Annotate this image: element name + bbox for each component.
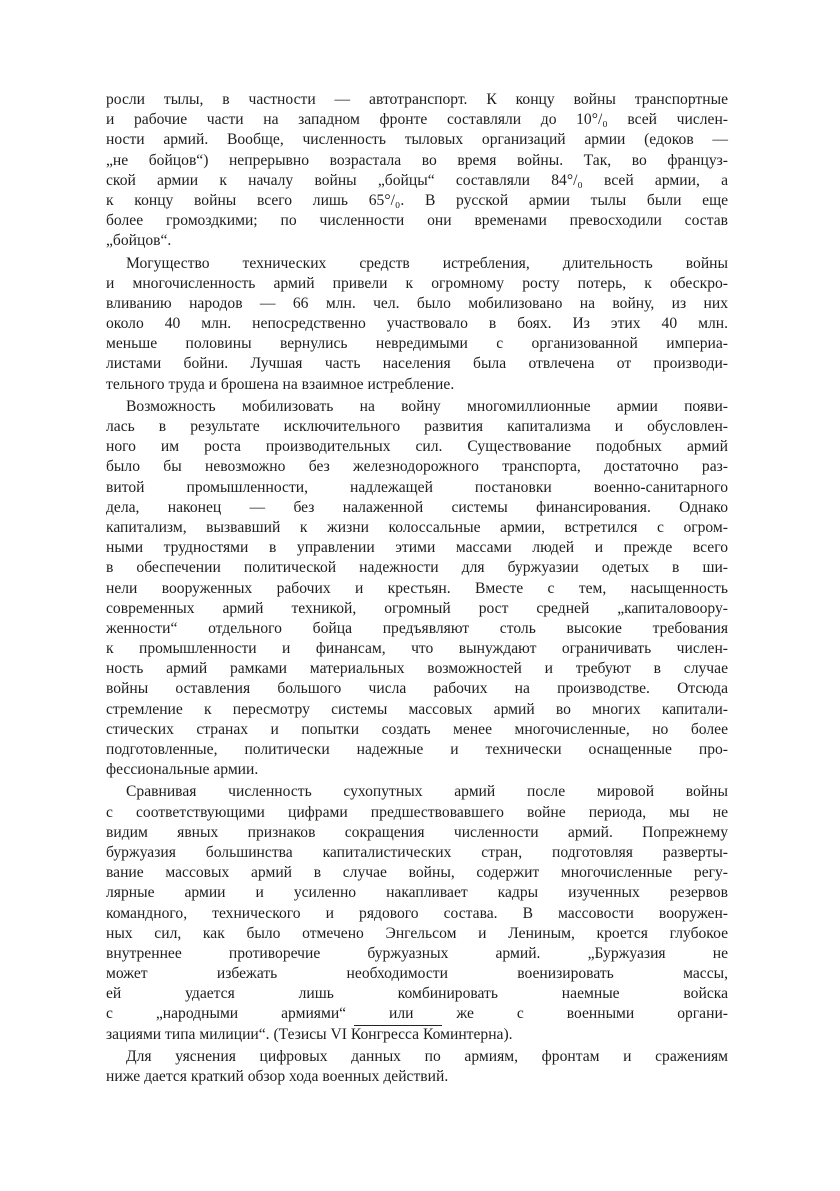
paragraph [106,782,728,1044]
text-line: ей удается лишь комбинировать наемные войска [106,985,728,1003]
text-line: женности“ отдельного бойца предъявляют столь высокие требования [106,619,728,637]
text-line: листами бойни. Лучшая часть населения была отвлечена от производи- [106,355,728,373]
text-line: к промышленности и финансам, что вынуждают ограничивать числен- [106,640,728,658]
text-line: тельного труда и брошена на взаимное истребление. [106,375,455,393]
paragraph [106,397,728,781]
text-line: к концу войны всего лишь 65°/₀. В русской армии тылы были еще [106,191,728,209]
text-line: с соответствующими цифрами предшествовавшего войне периода, мы не [106,803,728,821]
text-line: ской армии к началу войны „бойцы“ составляли 84°/₀ всей армии, а [106,171,728,189]
text-line: „бойцов“. [106,232,172,250]
text-line: меньше половины вернулись невредимыми с организованной империа- [106,335,728,353]
text-line: войны оставления большого числа рабочих на производстве. Отсюда [106,680,728,698]
text-line: витой промышленности, надлежащей постановки военно-санитарного [106,478,728,496]
paragraph [106,254,728,395]
text-line: может избежать необходимости военизировать массы, [106,965,728,983]
text-line: буржуазия большинства капиталистических стран, подготовляя разверты- [106,843,728,861]
text-line: фессиональные армии. [106,761,259,779]
section-divider [354,1025,442,1026]
text-line: с „народными армиями“ или же с военными органи- [106,1005,728,1023]
text-line: ного им роста производительных сил. Существование подобных армий [106,438,728,456]
text-line: вание массовых армий в случае войны, содержит многочисленные регу- [106,864,728,882]
text-line: ных сил, как было отмечено Энгельсом и Лениным, кроется глубокое [106,924,728,942]
text-line: ности армий. Вообще, численность тыловых организаций армии (едоков — [106,131,728,149]
text-line: вливанию народов — 66 млн. чел. было мобилизовано на войну, из них [106,294,728,312]
text-line: подготовленные, политически надежные и технически оснащенные про- [106,741,728,758]
text-line: стических странах и попытки создать менее многочисленные, но более [106,720,728,738]
text-line: ность армий рамками материальных возможностей и требуют в случае [106,660,728,678]
text-line: нели вооруженных рабочих и крестьян. Вместе с тем, насыщенность [106,579,728,597]
text-line: Сравнивая численность сухопутных армий после мировой войны [126,783,728,801]
text-line: капитализм, вызвавший к жизни колоссальные армии, встретился с огром- [106,518,728,536]
page-text [106,90,728,1089]
text-line: ными трудностями в управлении этими массами людей и прежде всего [106,539,728,557]
text-line: внутреннее противоречие буржуазных армий. „Буржуазия не [106,944,728,962]
text-line: около 40 млн. непосредственно участвовало в боях. Из этих 40 млн. [106,315,728,333]
paragraph [106,90,728,252]
text-line: ниже дается краткий обзор хода военных действий. [106,1068,449,1085]
text-line: Для уяснения цифровых данных по армиям, фронтам и сражениям [126,1047,728,1065]
text-line: дела, наконец — без налаженной системы финансирования. Однако [106,498,728,516]
text-line: в обеспечении политической надежности для буржуазии одетых в ши- [106,559,728,577]
text-line: лась в результате исключительного развития капитализма и обусловлен- [106,418,728,435]
text-line: Возможность мобилизовать на войну многомиллионные армии появи- [126,397,728,415]
text-line: более громоздкими; по численности они временами превосходили состав [106,212,728,230]
text-line: и многочисленность армий привели к огромному росту потерь, к обескро- [106,274,728,292]
text-line: лярные армии и усиленно накапливает кадры изученных резервов [106,884,728,902]
text-line: современных армий техникой, огромный рост средней „капиталовоору- [106,599,728,617]
text-line: зациями типа милиции“. (Тезисы VI Конгресса Коминтерна). [106,1025,513,1043]
text-line: видим явных признаков сокращения численности армий. Попрежнему [106,823,728,841]
text-line: „не бойцов“) непрерывно возрастала во время войны. Так, во француз- [106,151,728,169]
text-line: Могущество технических средств истребления, длительность войны [126,254,728,272]
text-line: командного, технического и рядового состава. В массовости вооружен- [106,904,728,922]
text-line: росли тылы, в частности — автотранспорт. К концу войны транспортные [106,91,728,108]
paragraph [106,1047,728,1087]
text-line: было бы невозможно без железнодорожного транспорта, достаточно раз- [106,458,728,476]
text-line: и рабочие части на западном фронте составляли до 10°/₀ всей числен- [106,111,728,129]
text-line: стремление к пересмотру системы массовых армий во многих капитали- [106,700,728,718]
